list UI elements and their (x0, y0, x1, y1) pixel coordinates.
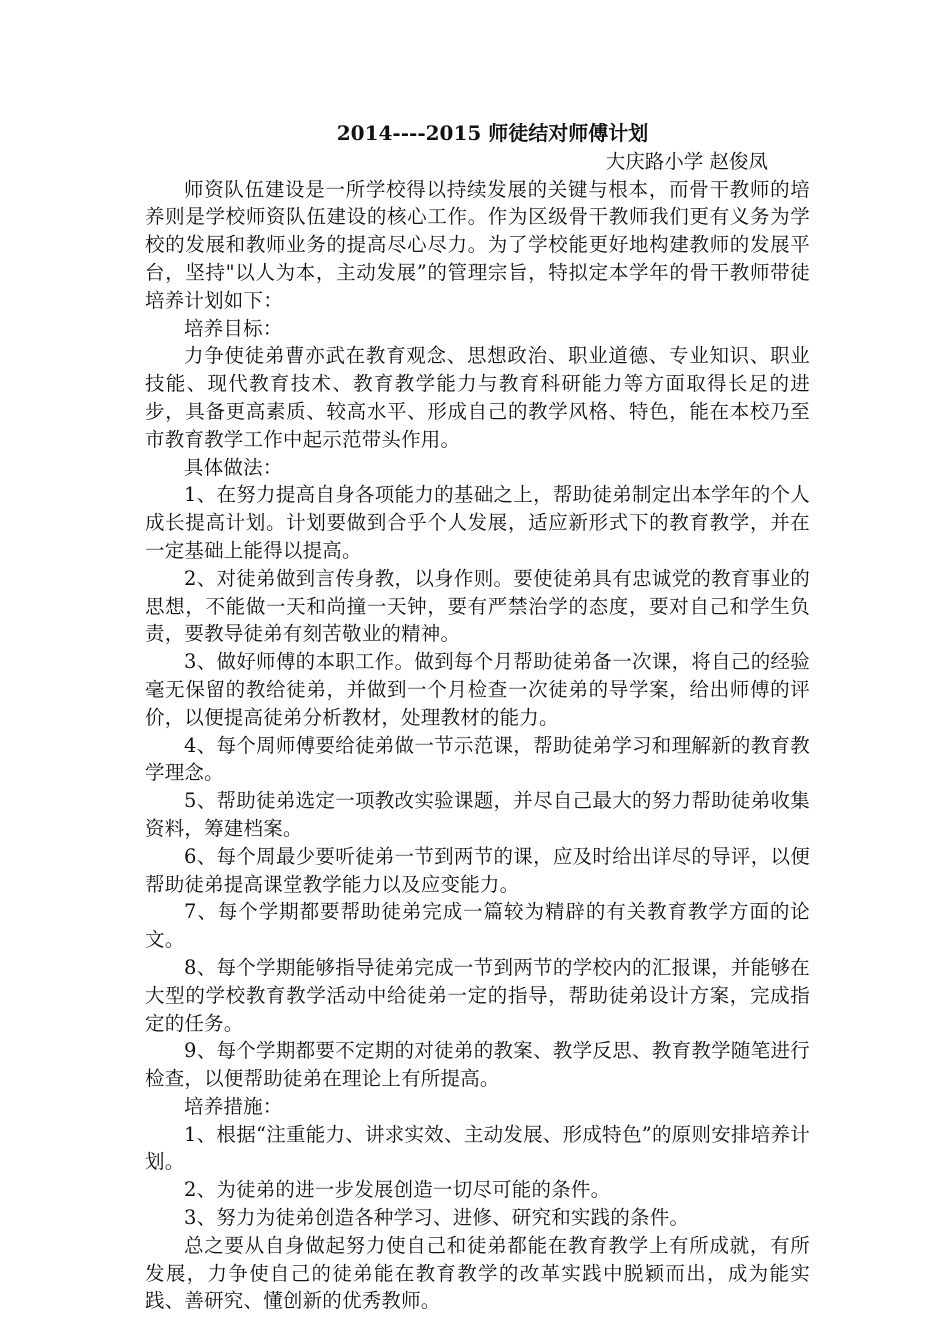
measure-item-3: 3、努力为徒弟创造各种学习、进修、研究和实践的条件。 (184, 1206, 690, 1230)
heading-measures: 培养措施： (184, 1094, 283, 1118)
measure-item-2: 2、为徒弟的进一步发展创造一切尽可能的条件。 (184, 1178, 611, 1202)
method-item-8: 8、每个学期能够指导徒弟完成一节到两节的学校内的汇报课，并能够在大型的学校教育教学活动中给徒弟一定的指导，帮助徒弟设计方案，完成指定的任务。 (145, 955, 810, 1035)
method-item-1: 1、在努力提高自身各项能力的基础之上，帮助徒弟制定出本学年的个人成长提高计划。计划要做到合乎个人发展，适应新形式下的教育教学，并在一定基础上能得以提高。 (145, 483, 810, 562)
paragraph-conclusion: 总之要从自身做起努力使自己和徒弟都能在教育教学上有所成就，有所发展，力争使自己的徒弟能在教育教学的改革实践中脱颖而出，成为能实践、善研究、懂创新的优秀教师。 (145, 1233, 810, 1313)
method-item-7: 7、每个学期都要帮助徒弟完成一篇较为精辟的有关教育教学方面的论文。 (145, 900, 810, 952)
paragraph-intro: 师资队伍建设是一所学校得以持续发展的关键与根本，而骨干教师的培养则是学校师资队伍建设的核心工作。作为区级骨干教师我们更有义务为学校的发展和教师业务的提高尽心尽力。为了学校能更好地构建教师的发展平台，坚持"以人为本，主动发展”的管理宗旨，特拟定本学年的骨干教师带徒培养计划如下： (145, 177, 810, 312)
method-item-6: 6、每个周最少要听徒弟一节到两节的课，应及时给出详尽的导评，以便帮助徒弟提高课堂教学能力以及应变能力。 (145, 844, 810, 896)
method-item-2: 2、对徒弟做到言传身教，以身作则。要使徒弟具有忠诚党的教育事业的思想，不能做一天和尚撞一天钟，要有严禁治学的态度，要对自己和学生负责，要教导徒弟有刻苦敬业的精神。 (145, 566, 810, 646)
method-item-5: 5、帮助徒弟选定一项教改实验课题，并尽自己最大的努力帮助徒弟收集资料，筹建档案。 (145, 789, 810, 840)
measure-item-1: 1、根据“注重能力、讲求实效、主动发展、形成特色”的原则安排培养计划。 (145, 1122, 810, 1174)
method-item-4: 4、每个周师傅要给徒弟做一节示范课，帮助徒弟学习和理解新的教育教学理念。 (145, 733, 810, 785)
author-line: 大庆路小学 赵俊凤 (605, 149, 768, 173)
heading-goals: 培养目标： (184, 316, 283, 340)
method-item-3: 3、做好师傅的本职工作。做到每个月帮助徒弟备一次课，将自己的经验毫无保留的教给徒弟，并做到一个月检查一次徒弟的导学案，给出师傅的评价，以便提高徒弟分析教材，处理教材的能力。 (145, 650, 810, 729)
paragraph-goals: 力争使徒弟曹亦武在教育观念、思想政治、职业道德、专业知识、职业技能、现代教育技术、教育教学能力与教育科研能力等方面取得长足的进步，具备更高素质、较高水平、形成自己的教学风格、特色，能在本校乃至市教育教学工作中起示范带头作用。 (145, 344, 810, 451)
method-item-9: 9、每个学期都要不定期的对徒弟的教案、教学反思、教育教学随笔进行检查，以便帮助徒弟在理论上有所提高。 (145, 1039, 810, 1091)
document-body (145, 120, 810, 1315)
document-title: 2014----2015 师徒结对师傅计划 (336, 121, 649, 145)
heading-methods: 具体做法： (184, 455, 283, 479)
